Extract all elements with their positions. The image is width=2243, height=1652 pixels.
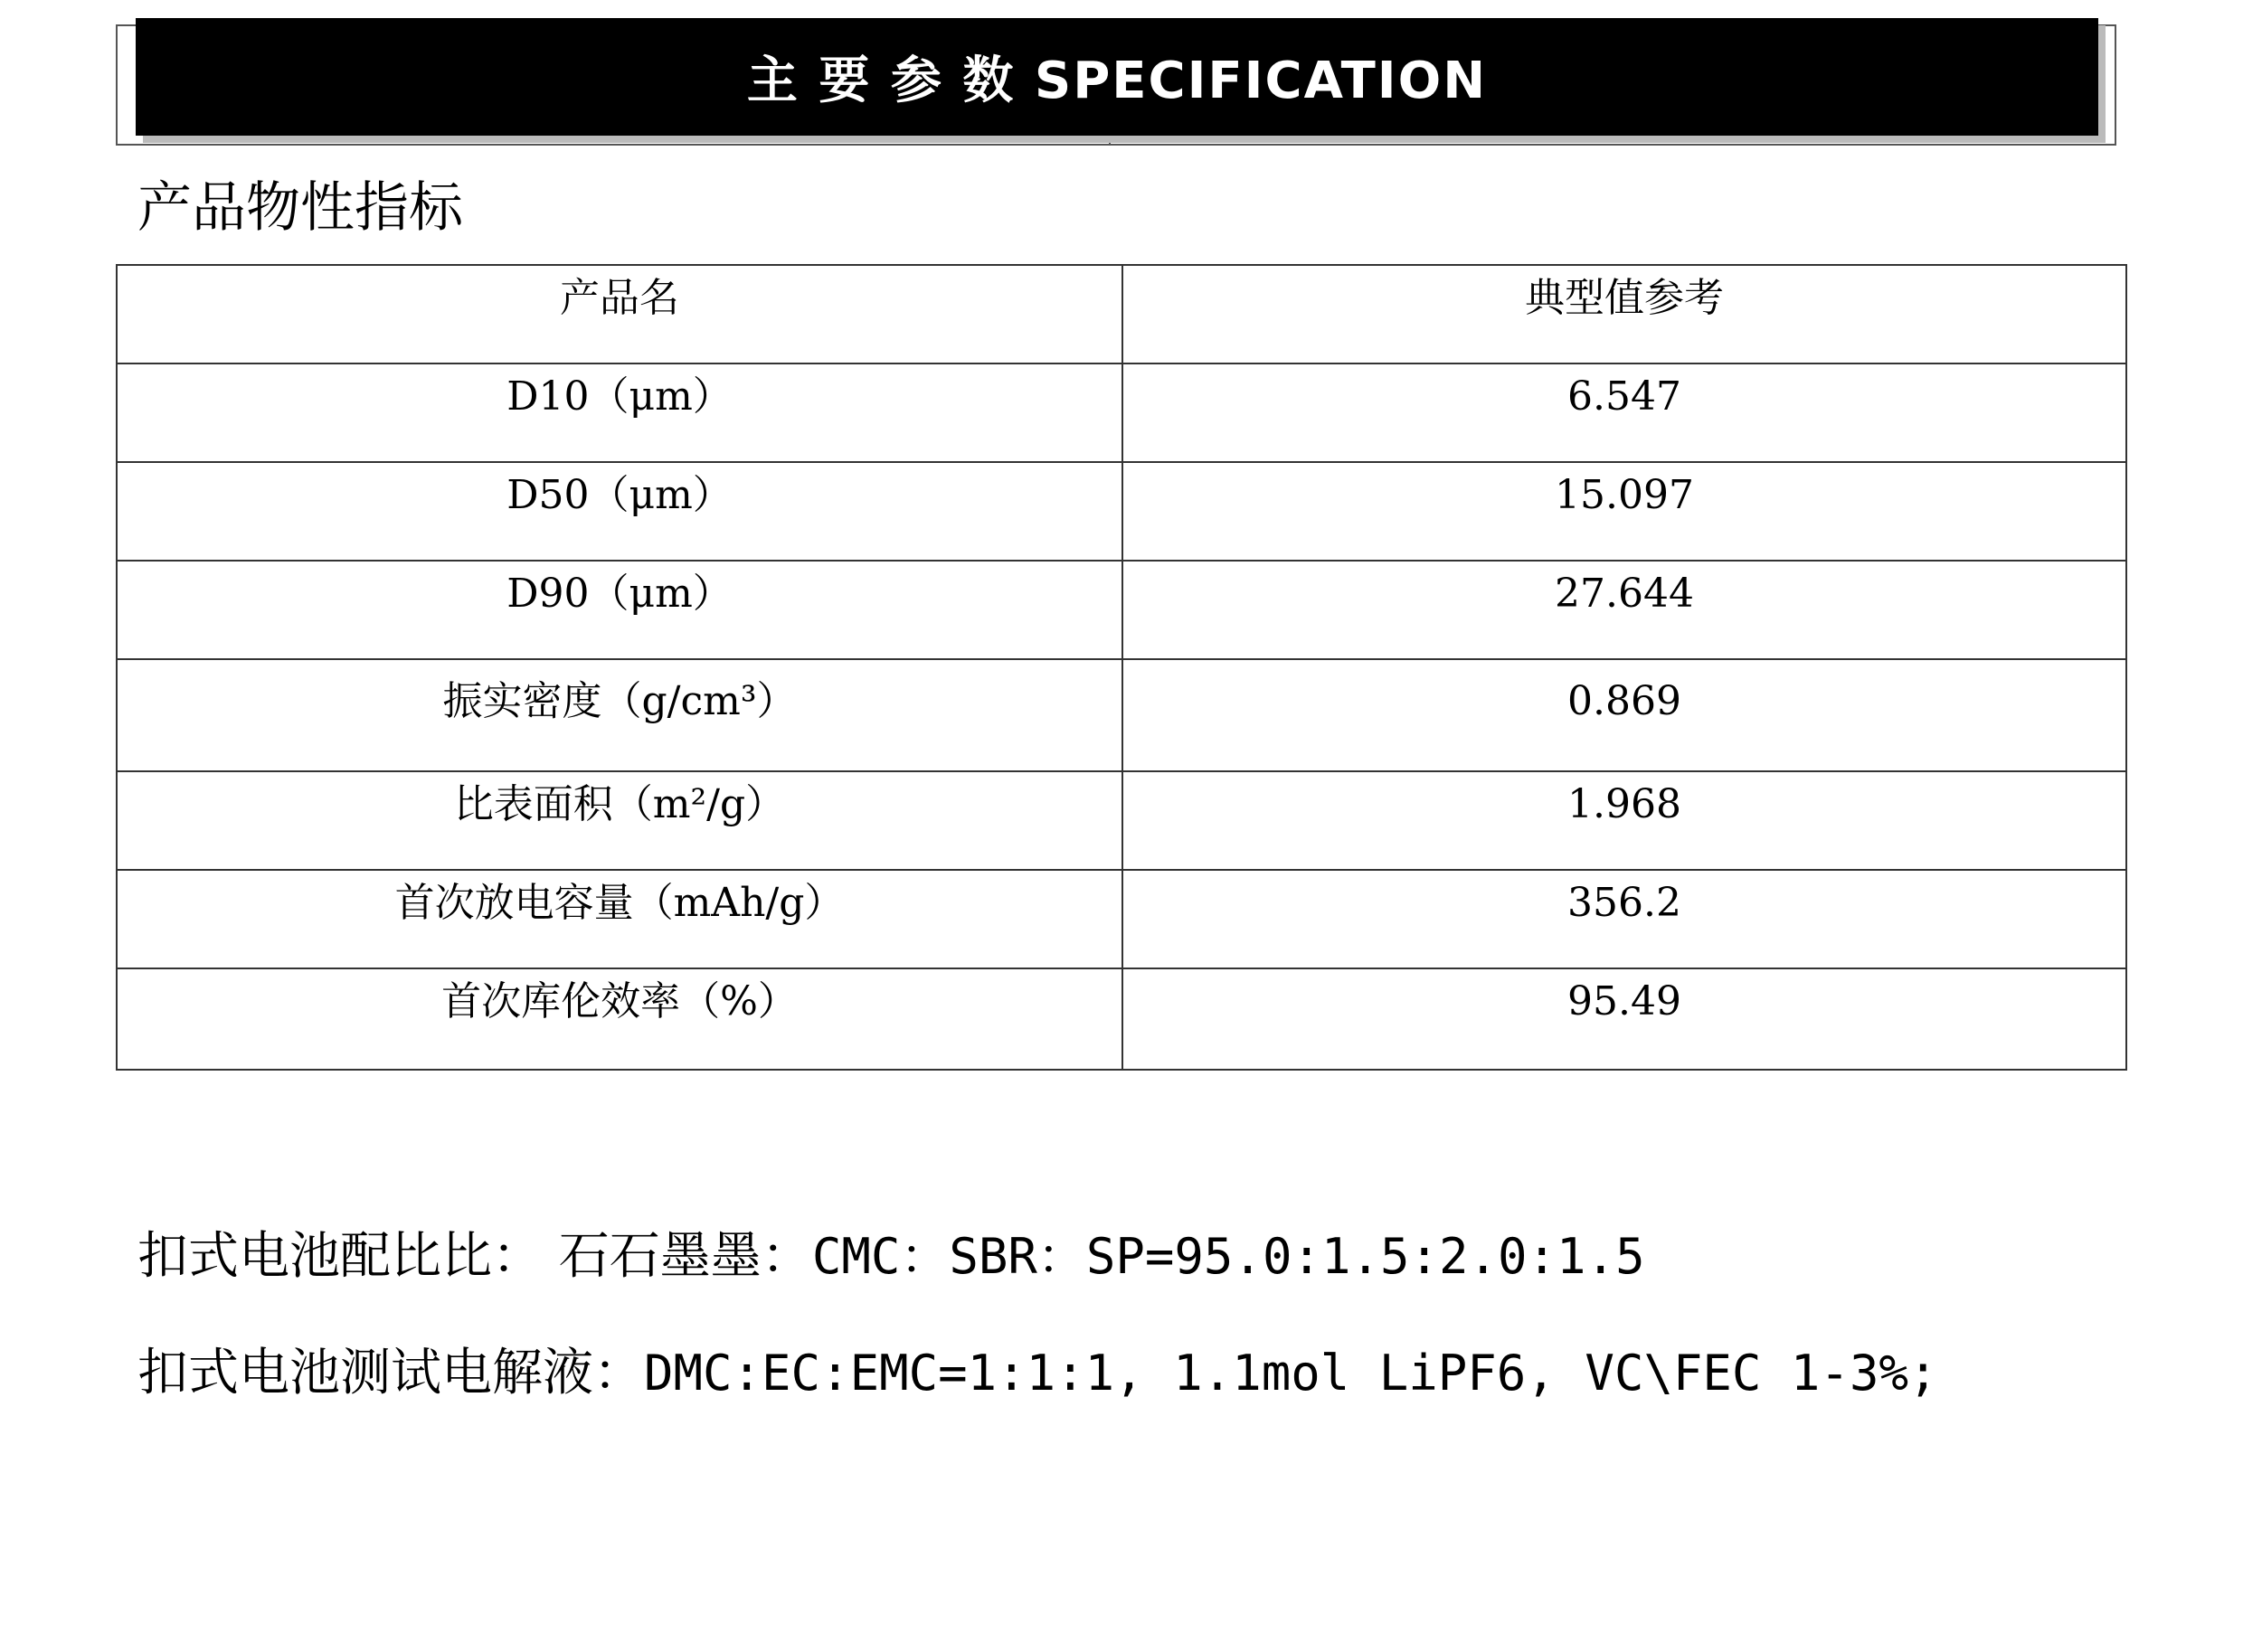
table-row bbox=[117, 561, 2126, 659]
section-title: 产品物性指标 bbox=[137, 176, 463, 240]
row-label: 首次库伦效率（%） bbox=[117, 968, 1122, 1070]
table-row bbox=[117, 363, 2126, 462]
table-row bbox=[117, 968, 2126, 1070]
header-bar bbox=[136, 18, 2098, 136]
table-header-row bbox=[117, 265, 2126, 363]
column-header-product-name: 产品名 bbox=[117, 265, 1122, 363]
row-label: 首次放电容量（mAh/g） bbox=[117, 870, 1122, 968]
table-row bbox=[117, 462, 2126, 561]
coin-cell-ratio-value: CMC：SBR：SP=95.0:1.5:2.0:1.5 bbox=[811, 1228, 1645, 1285]
table-row bbox=[117, 771, 2126, 870]
row-value: 1.968 bbox=[1122, 771, 2126, 870]
electrolyte-value: DMC:EC:EMC=1:1:1, 1.1mol LiPF6, VC\FEC 1-3%; bbox=[644, 1345, 1938, 1402]
table-row bbox=[117, 870, 2126, 968]
coin-cell-ratio-note bbox=[137, 1225, 1645, 1289]
row-label: 比表面积（m²/g） bbox=[117, 771, 1122, 870]
row-value: 6.547 bbox=[1122, 363, 2126, 462]
row-value: 356.2 bbox=[1122, 870, 2126, 968]
row-value: 0.869 bbox=[1122, 659, 2126, 771]
row-value: 27.644 bbox=[1122, 561, 2126, 659]
row-label: D90（μm） bbox=[117, 561, 1122, 659]
spec-table bbox=[116, 264, 2127, 1071]
electrolyte-label: 扣式电池测试电解液： bbox=[137, 1344, 644, 1402]
table-row bbox=[117, 659, 2126, 771]
row-value: 15.097 bbox=[1122, 462, 2126, 561]
coin-cell-ratio-label: 扣式电池配比比： 石石墨墨： bbox=[137, 1227, 812, 1286]
page-title: 主 要 参 数 SPECIFICATION bbox=[746, 52, 1488, 110]
row-label: D10（μm） bbox=[117, 363, 1122, 462]
row-label: 振实密度（g/cm³） bbox=[117, 659, 1122, 771]
column-header-typical-value: 典型值参考 bbox=[1122, 265, 2126, 363]
row-value: 95.49 bbox=[1122, 968, 2126, 1070]
electrolyte-note bbox=[137, 1342, 1937, 1405]
row-label: D50（μm） bbox=[117, 462, 1122, 561]
